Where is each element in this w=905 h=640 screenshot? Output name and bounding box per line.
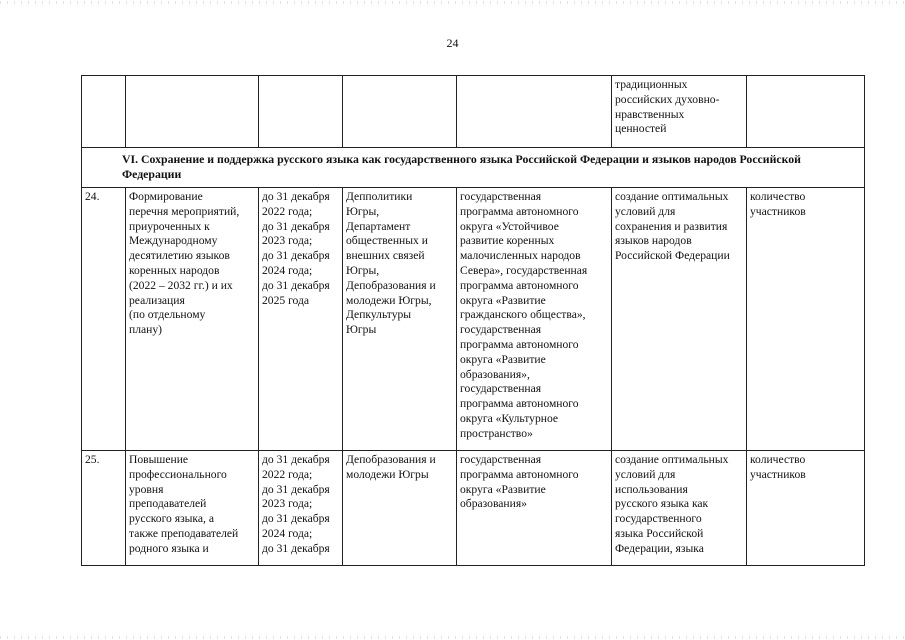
cell-text-line: 2022 года;: [262, 204, 313, 218]
cell-text-line: молодежи Югры: [346, 467, 429, 481]
cell-text-line: создание оптимальных: [615, 453, 729, 466]
section-header-row: [82, 148, 865, 188]
cell-indicator: [747, 188, 865, 451]
cell-text-line: участников: [750, 467, 806, 481]
cell-text-line: округа «Развитие: [460, 293, 546, 307]
cell-text-line: использования: [615, 482, 688, 496]
cell-text-line: Формирование: [129, 190, 203, 203]
cell-text-line: сохранения и развития: [615, 219, 728, 233]
cell-text-line: внешних связей: [346, 249, 425, 263]
cell-text-line: Депполитики: [346, 190, 413, 203]
scan-edge-bottom: [0, 636, 905, 639]
cell-text-line: русского языка как: [615, 497, 709, 511]
table-row: [82, 188, 865, 451]
row-number: 24.: [82, 188, 126, 451]
cell-text-line: коренных народов: [129, 263, 220, 277]
cell-text-line: Департамент: [346, 219, 411, 233]
cell-text-line: Международному: [129, 234, 218, 248]
cell-text-line: программа автономного: [460, 467, 579, 481]
cell-deadline: [259, 188, 343, 451]
cell-text-line: молодежи Югры,: [346, 293, 432, 307]
cell-result: [612, 188, 747, 451]
cell-text-line: Российской Федерации: [615, 249, 730, 263]
cell-indicator: [747, 76, 865, 148]
cell-text-line: преподавателей: [129, 497, 207, 511]
cell-responsible: [343, 451, 457, 566]
cell-deadline: [259, 76, 343, 148]
cell-result: [612, 76, 747, 148]
cell-indicator: [747, 451, 865, 566]
cell-text-line: до 31 декабря: [262, 512, 330, 526]
cell-source: [457, 451, 612, 566]
section-title: VI. Сохранение и поддержка русского языка как государственного языка Российской Федерации и языков народов Российской Федерации: [82, 148, 865, 188]
plan-table: [81, 75, 865, 566]
cell-text-line: условий для: [615, 467, 676, 481]
cell-text-line: малочисленных народов: [460, 249, 581, 263]
cell-result: [612, 451, 747, 566]
cell-text-line: до 31 декабря: [262, 482, 330, 496]
cell-responsible: [343, 188, 457, 451]
cell-text-line: традиционных: [615, 78, 688, 91]
cell-text-line: профессионального: [129, 467, 227, 481]
cell-text-line: участников: [750, 204, 806, 218]
cell-text-line: до 31 декабря: [262, 219, 330, 233]
cell-text-line: округа «Развитие: [460, 482, 546, 496]
cell-text-line: нравственных: [615, 107, 685, 121]
cell-text-line: государственная: [460, 453, 542, 466]
cell-text-line: плану): [129, 323, 162, 337]
cell-text-line: Депобразования и: [346, 453, 436, 466]
table-row-continuation: [82, 76, 865, 148]
cell-text-line: российских духовно-: [615, 92, 720, 106]
cell-text-line: округа «Устойчивое: [460, 219, 559, 233]
cell-text-line: округа «Развитие: [460, 352, 546, 366]
cell-text-line: программа автономного: [460, 397, 579, 411]
cell-text-line: реализация: [129, 293, 185, 307]
cell-text-line: Югры: [346, 323, 377, 337]
cell-text-line: 2024 года;: [262, 526, 313, 540]
cell-text-line: 2023 года;: [262, 497, 313, 511]
cell-text-line: общественных и: [346, 234, 428, 248]
cell-text-line: количество: [750, 453, 806, 466]
cell-text-line: родного языка и: [129, 541, 209, 555]
cell-text-line: языков народов: [615, 234, 692, 248]
cell-text-line: гражданского общества»,: [460, 308, 586, 322]
cell-text-line: Югры,: [346, 204, 380, 218]
cell-text-line: ценностей: [615, 122, 667, 136]
cell-num: [82, 76, 126, 148]
cell-text-line: 2023 года;: [262, 234, 313, 248]
cell-measure: [126, 451, 259, 566]
cell-source: [457, 76, 612, 148]
cell-text-line: языка Российской: [615, 526, 704, 540]
cell-text-line: 2022 года;: [262, 467, 313, 481]
cell-text-line: (2022 – 2032 гг.) и их: [129, 278, 233, 292]
cell-text-line: программа автономного: [460, 337, 579, 351]
cell-text-line: государственная: [460, 323, 542, 337]
cell-responsible: [343, 76, 457, 148]
cell-text-line: государственная: [460, 382, 542, 396]
cell-text-line: также преподавателей: [129, 526, 239, 540]
cell-text-line: Федерации, языка: [615, 541, 704, 555]
cell-text-line: государственного: [615, 512, 702, 526]
cell-text-line: (по отдельному: [129, 308, 206, 322]
cell-text-line: уровня: [129, 482, 164, 496]
cell-text-line: 2025 года: [262, 293, 310, 307]
cell-text-line: образования»,: [460, 367, 530, 381]
cell-text-line: программа автономного: [460, 278, 579, 292]
page-number: 24: [446, 36, 459, 50]
cell-text-line: количество: [750, 190, 806, 203]
cell-text-line: Югры,: [346, 263, 380, 277]
cell-text-line: государственная: [460, 190, 542, 203]
cell-text-line: приуроченных к: [129, 219, 210, 233]
cell-measure: [126, 76, 259, 148]
cell-text-line: перечня мероприятий,: [129, 204, 240, 218]
cell-text-line: Депкультуры: [346, 308, 412, 322]
cell-text-line: Севера», государственная: [460, 263, 588, 277]
row-number: 25.: [82, 451, 126, 566]
cell-text-line: русского языка, а: [129, 512, 214, 526]
cell-deadline: [259, 451, 343, 566]
scan-edge-top: [0, 1, 905, 4]
cell-text-line: до 31 декабря: [262, 541, 330, 555]
cell-text-line: Депобразования и: [346, 278, 436, 292]
cell-measure: [126, 188, 259, 451]
cell-text-line: Повышение: [129, 453, 189, 466]
cell-text-line: развитие коренных: [460, 234, 555, 248]
cell-text-line: до 31 декабря: [262, 190, 330, 203]
cell-text-line: условий для: [615, 204, 676, 218]
cell-text-line: десятилетию языков: [129, 249, 230, 263]
cell-source: [457, 188, 612, 451]
cell-text-line: до 31 декабря: [262, 453, 330, 466]
cell-text-line: создание оптимальных: [615, 190, 729, 203]
cell-text-line: 2024 года;: [262, 263, 313, 277]
cell-text-line: до 31 декабря: [262, 278, 330, 292]
cell-text-line: до 31 декабря: [262, 249, 330, 263]
cell-text-line: пространство»: [460, 426, 533, 440]
cell-text-line: округа «Культурное: [460, 411, 559, 425]
cell-text-line: образования»: [460, 497, 527, 511]
table-row: [82, 451, 865, 566]
cell-text-line: программа автономного: [460, 204, 579, 218]
